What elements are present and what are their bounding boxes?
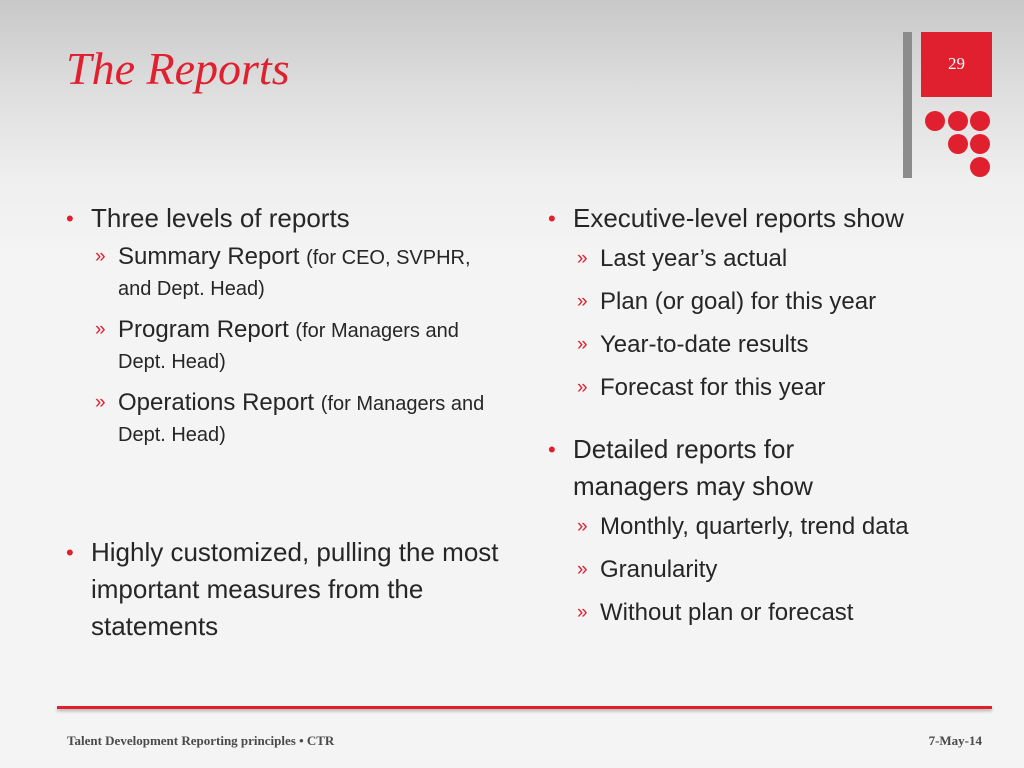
footer-divider [57, 706, 992, 709]
bullet-item [66, 200, 506, 237]
sub-bullet-label: Summary Report [118, 243, 300, 270]
decorative-dot [948, 134, 968, 154]
sub-bullet-marker: » [577, 377, 588, 398]
sub-bullet-text: Monthly, quarterly, trend data [600, 513, 909, 540]
sub-bullet-item [548, 287, 998, 317]
left-content-column [66, 200, 506, 645]
sub-bullet-marker: » [95, 246, 106, 267]
sub-bullet-marker: » [577, 248, 588, 269]
sub-bullet-marker: » [577, 559, 588, 580]
sub-bullet-marker: » [577, 334, 588, 355]
decorative-dot [925, 111, 945, 131]
sub-bullet-text: Granularity [600, 556, 718, 583]
sub-bullet-note: (for CEO, SVPHR, and Dept. Head) [118, 247, 471, 300]
sub-bullet-item [548, 598, 998, 628]
right-content-column [548, 200, 998, 628]
sub-bullet-label: Operations Report [118, 389, 315, 416]
sub-bullet-note: (for Managers and Dept. Head) [118, 320, 459, 373]
footer-text: Talent Development Reporting principles • CTR [67, 733, 335, 748]
sub-bullet-marker: » [95, 392, 106, 413]
sub-bullet-item [548, 512, 998, 542]
decorative-dot [970, 157, 990, 177]
slide-title: The Reports [66, 43, 290, 94]
sub-bullet-item [66, 388, 506, 450]
decorative-dot [948, 111, 968, 131]
sub-bullet-item [66, 242, 506, 304]
bullet-marker: • [66, 206, 74, 231]
sub-bullet-text: Plan (or goal) for this year [600, 288, 877, 315]
bullet-item [548, 431, 893, 505]
bullet-text: Detailed reports for managers may show [573, 434, 813, 501]
bullet-marker: • [66, 540, 74, 565]
sub-bullet-item [548, 330, 998, 360]
sub-bullet-marker: » [577, 516, 588, 537]
sub-bullet-marker: » [577, 291, 588, 312]
decorative-dot [970, 111, 990, 131]
sub-bullet-item [548, 555, 998, 585]
footer-date: 7-May-14 [928, 733, 982, 748]
bullet-text: Executive-level reports show [573, 203, 904, 233]
bullet-text: Highly customized, pulling the most important measures from the statements [91, 537, 499, 641]
sub-bullet-text: Year-to-date results [600, 331, 809, 358]
sub-bullet-text: Without plan or forecast [600, 599, 854, 626]
sub-bullet-note: (for Managers and Dept. Head) [118, 393, 485, 446]
decorative-dot [970, 134, 990, 154]
vertical-accent-bar [903, 32, 912, 178]
bullet-item [548, 200, 998, 237]
sub-bullet-text: Last year’s actual [600, 245, 788, 272]
sub-bullet-marker: » [577, 602, 588, 623]
page-number: 29 [921, 32, 992, 97]
sub-bullet-item [548, 373, 998, 403]
sub-bullet-marker: » [95, 319, 106, 340]
sub-bullet-item [548, 244, 998, 274]
bullet-item [66, 534, 506, 645]
sub-bullet-label: Program Report [118, 316, 289, 343]
sub-bullet-text: Forecast for this year [600, 374, 826, 401]
sub-bullet-item [66, 315, 506, 377]
bullet-marker: • [548, 437, 556, 462]
bullet-marker: • [548, 206, 556, 231]
bullet-text: Three levels of reports [91, 203, 350, 233]
